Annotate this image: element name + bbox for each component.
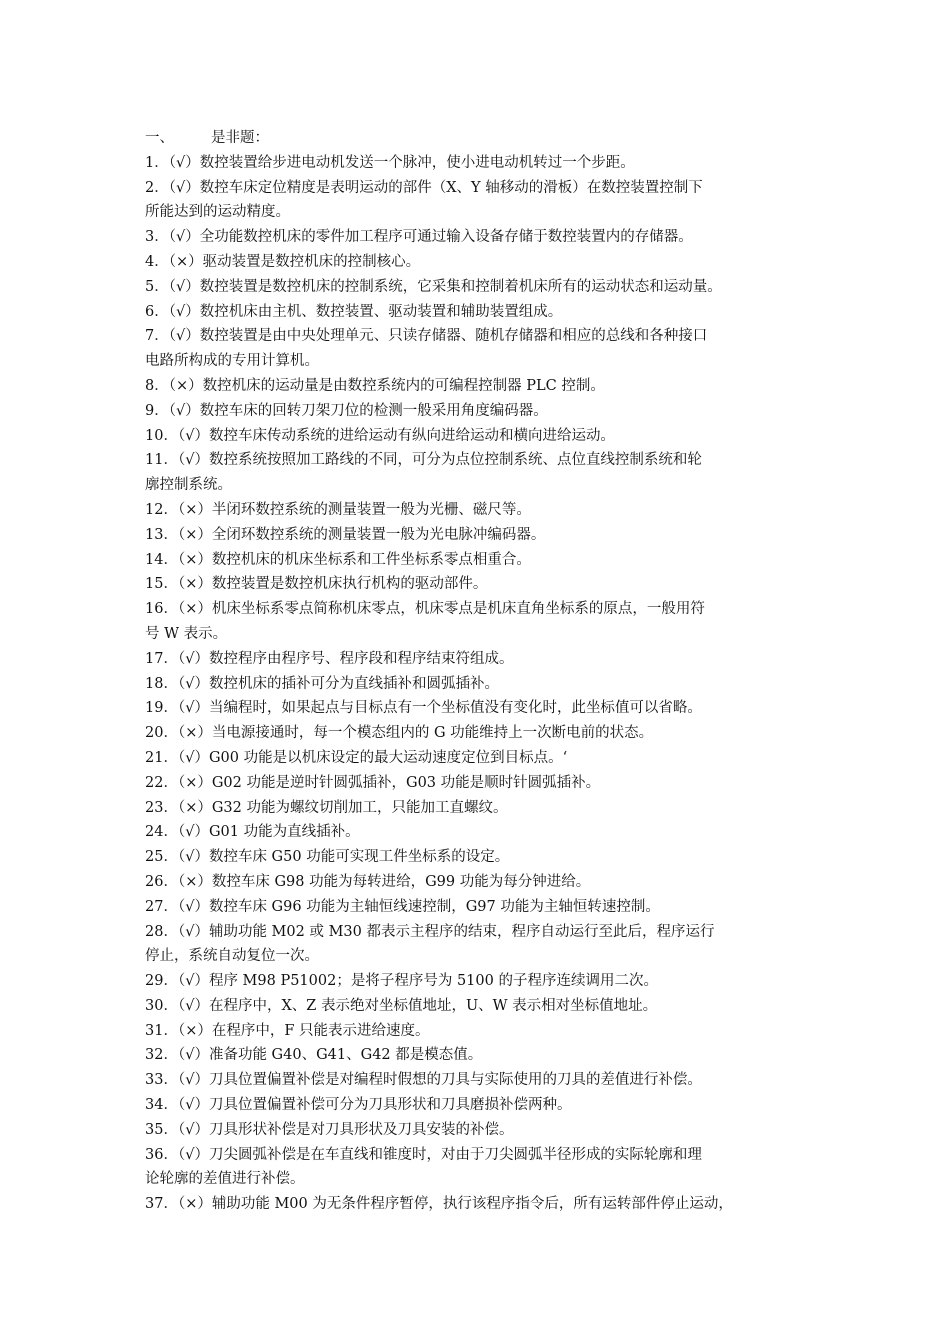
question-line: 20．（×）当电源接通时，每一个模态组内的 G 功能维持上一次断电前的状态。 — [145, 725, 654, 742]
question-line: 27．（√）数控车床 G96 功能为主轴恒线速控制，G97 功能为主轴恒转速控制。 — [145, 898, 660, 915]
question-line: 10．（√）数控车床传动系统的进给运动有纵向进给运动和横向进给运动。 — [145, 427, 615, 444]
question-line: 电路所构成的专用计算机。 — [145, 353, 319, 370]
question-line: 廓控制系统。 — [145, 477, 232, 494]
question-line: 18．（√）数控机床的插补可分为直线插补和圆弧插补。 — [145, 675, 499, 692]
section-title: 是非题： — [211, 130, 269, 146]
question-line: 37．（×）辅助功能 M00 为无条件程序暂停，执行该程序指令后，所有运转部件停止运动， — [145, 1196, 733, 1213]
question-line: 9．（√）数控车床的回转刀架刀位的检测一般采用角度编码器。 — [145, 402, 548, 419]
section-heading — [145, 126, 825, 151]
question-line: 论轮廓的差值进行补偿。 — [145, 1171, 305, 1188]
question-line: 1．（√）数控装置给步进电动机发送一个脉冲，使小进电动机转过一个步距。 — [145, 154, 635, 171]
question-line: 3．（√）全功能数控机床的零件加工程序可通过输入设备存储于数控装置内的存储器。 — [145, 229, 693, 246]
question-line: 32．（√）准备功能 G40、G41、G42 都是模态值。 — [145, 1047, 483, 1064]
question-line: 16．（×）机床坐标系零点简称机床零点，机床零点是机床直角坐标系的原点，一般用符 — [145, 601, 705, 618]
question-line: 21．（√）G00 功能是以机床设定的最大运动速度定位到目标点。‘ — [145, 749, 568, 766]
question-line: 35．（√）刀具形状补偿是对刀具形状及刀具安装的补偿。 — [145, 1121, 514, 1138]
question-line: 11．（√）数控系统按照加工路线的不同，可分为点位控制系统、点位直线控制系统和轮 — [145, 452, 702, 469]
question-line: 8．（×）数控机床的运动量是由数控系统内的可编程控制器 PLC 控制。 — [145, 377, 605, 394]
document-page — [145, 126, 825, 1217]
question-line: 25．（√）数控车床 G50 功能可实现工件坐标系的设定。 — [145, 849, 510, 866]
question-line: 24．（√）G01 功能为直线插补。 — [145, 824, 360, 841]
question-line: 5．（√）数控装置是数控机床的控制系统，它采集和控制着机床所有的运动状态和运动量。 — [145, 278, 722, 295]
question-line: 2．（√）数控车床定位精度是表明运动的部件（X、Y 轴移动的滑板）在数控装置控制下 — [145, 179, 703, 196]
question-line: 30．（√）在程序中，X、Z 表示绝对坐标值地址，U、W 表示相对坐标值地址。 — [145, 997, 658, 1014]
question-line: 28．（√）辅助功能 M02 或 M30 都表示主程序的结束，程序自动运行至此后，程序运行 — [145, 923, 715, 940]
question-line: 19．（√）当编程时，如果起点与目标点有一个坐标值没有变化时，此坐标值可以省略。 — [145, 700, 702, 717]
question-line: 33．（√）刀具位置偏置补偿是对编程时假想的刀具与实际使用的刀具的差值进行补偿。 — [145, 1072, 702, 1089]
question-line: 4．（×）驱动装置是数控机床的控制核心。 — [145, 253, 421, 270]
question-line: 26．（×）数控车床 G98 功能为每转进给，G99 功能为每分钟进给。 — [145, 873, 591, 890]
question-line: 14．（×）数控机床的机床坐标系和工件坐标系零点相重合。 — [145, 551, 531, 568]
question-line: 22．（×）G02 功能是逆时针圆弧插补，G03 功能是顺时针圆弧插补。 — [145, 774, 601, 791]
question-line: 所能达到的运动精度。 — [145, 204, 290, 221]
question-line: 停止，系统自动复位一次。 — [145, 948, 319, 965]
question-line: 29．（√）程序 M98 P51002；是将子程序号为 5100 的子程序连续调用二次。 — [145, 973, 658, 990]
question-line: 31．（×）在程序中，F 只能表示进给速度。 — [145, 1022, 430, 1039]
question-line: 36．（√）刀尖圆弧补偿是在车直线和锥度时，对由于刀尖圆弧半径形成的实际轮廓和理 — [145, 1146, 702, 1163]
question-line: 17．（√）数控程序由程序号、程序段和程序结束符组成。 — [145, 650, 514, 667]
question-line: 15．（×）数控装置是数控机床执行机构的驱动部件。 — [145, 576, 488, 593]
question-line: 号 W 表示。 — [145, 625, 228, 642]
question-line: 23．（×）G32 功能为螺纹切削加工，只能加工直螺纹。 — [145, 799, 508, 816]
question-line: 7．（√）数控装置是由中央处理单元、只读存储器、随机存储器和相应的总线和各种接口 — [145, 328, 708, 345]
question-line: 34．（√）刀具位置偏置补偿可分为刀具形状和刀具磨损补偿两种。 — [145, 1097, 572, 1114]
question-line: 6．（√）数控机床由主机、数控装置、驱动装置和辅助装置组成。 — [145, 303, 563, 320]
section-number: 一、 — [145, 130, 174, 146]
question-line: 12．（×）半闭环数控系统的测量装置一般为光栅、磁尺等。 — [145, 501, 531, 518]
question-line: 13．（×）全闭环数控系统的测量装置一般为光电脉冲编码器。 — [145, 526, 546, 543]
